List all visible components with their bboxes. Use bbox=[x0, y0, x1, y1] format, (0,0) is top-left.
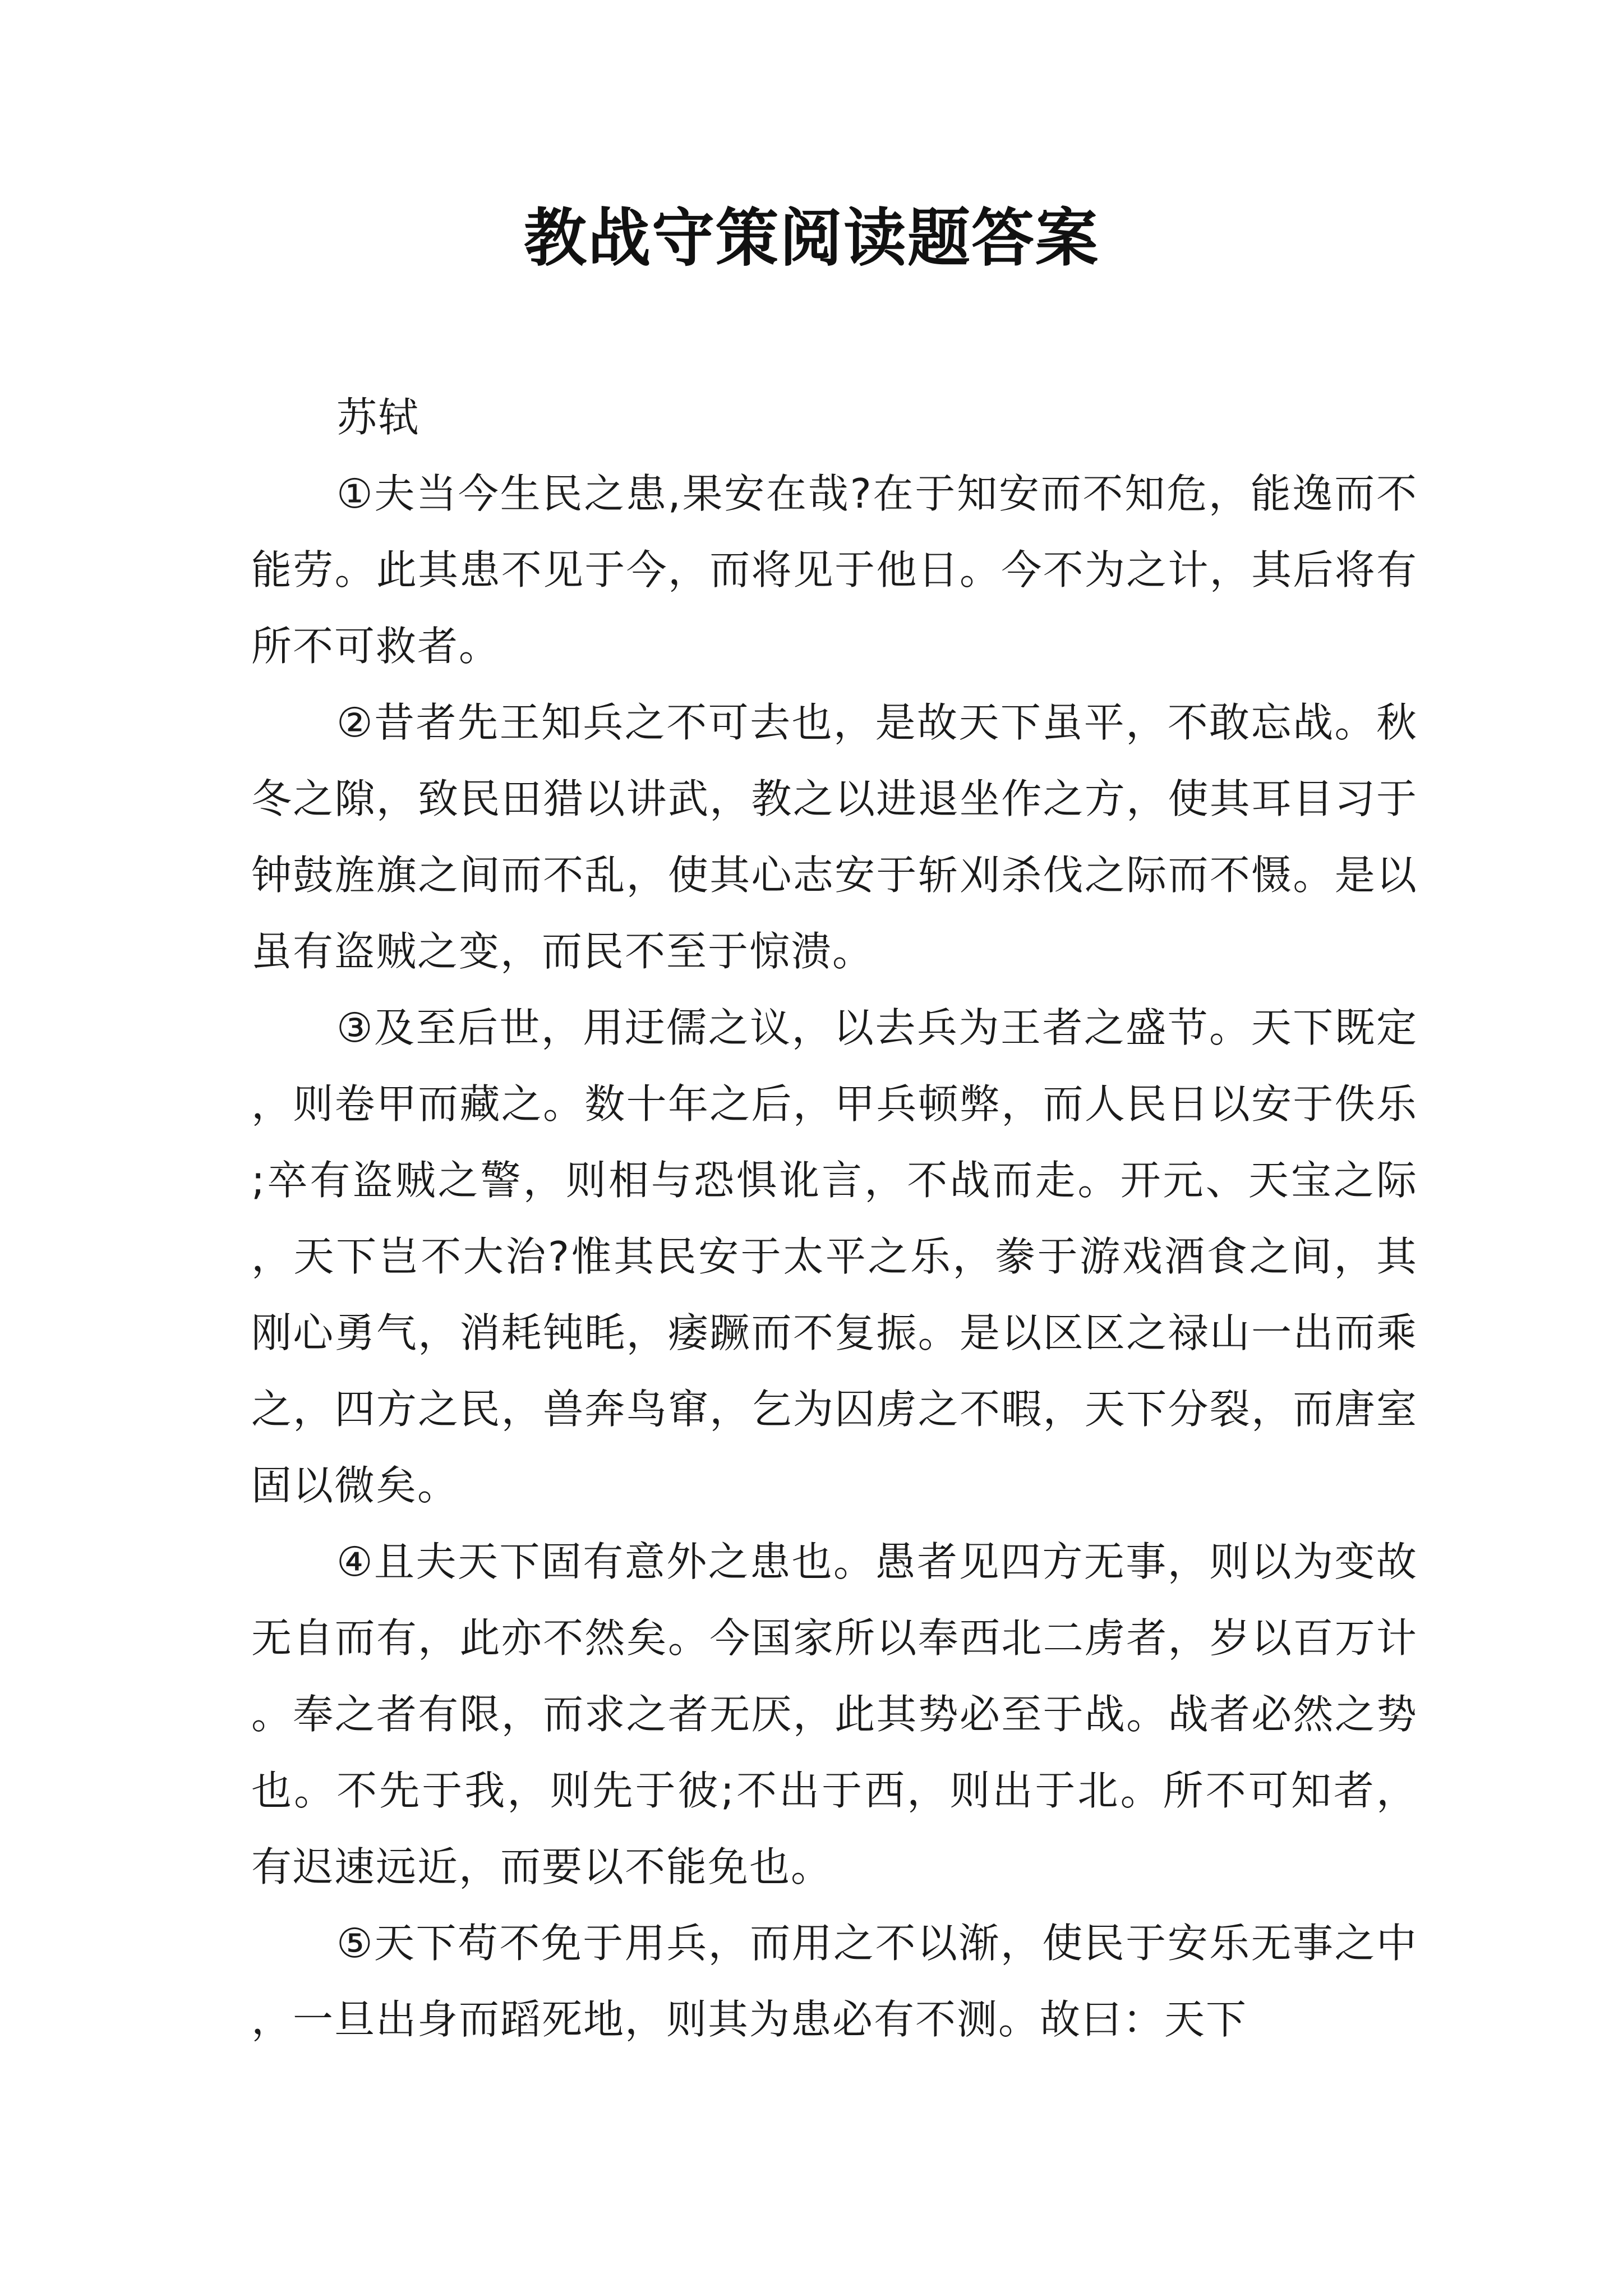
paragraph-4: ④且夫天下固有意外之患也。愚者见四方无事，则以为变故无自而有，此亦不然矣。今国家所以奉西北二虏者，岁以百万计。奉之者有限，而求之者无厌，此其势必至于战。战者必然之势也。不先于我，则先于彼;不出于西，则出于北。所不可知者，有迟速远近，而要以不能免也。 bbox=[251, 1538, 1418, 1890]
paragraph-2: ②昔者先王知兵之不可去也，是故天下虽平，不敢忘战。秋冬之隙，致民田猎以讲武，教之以进退坐作之方，使其耳目习于钟鼓旌旗之间而不乱，使其心志安于斩刈杀伐之际而不慑。是以虽有盗贼之变，而民不至于惊溃。 bbox=[251, 699, 1418, 975]
paragraph-3: ③及至后世，用迂儒之议，以去兵为王者之盛节。天下既定，则卷甲而藏之。数十年之后，甲兵顿弊，而人民日以安于佚乐;卒有盗贼之警，则相与恐惧讹言，不战而走。开元、天宝之际，天下岂不大治?惟其民安于太平之乐，豢于游戏酒食之间，其刚心勇气，消耗钝眊，痿蹶而不复振。是以区区之禄山一出而乘之，四方之民，兽奔鸟窜，乞为囚虏之不暇，天下分裂，而唐室固以微矣。 bbox=[251, 1004, 1418, 1509]
paragraph-1: ①夫当今生民之患,果安在哉?在于知安而不知危，能逸而不能劳。此其患不见于今，而将见于他日。今不为之计，其后将有所不可救者。 bbox=[251, 470, 1418, 670]
author-name: 苏轼 bbox=[336, 394, 420, 441]
document-body bbox=[251, 379, 1418, 2058]
document-title: 教战守策阅读题答案 bbox=[524, 201, 1099, 275]
paragraph-5: ⑤天下苟不免于用兵，而用之不以渐，使民于安乐无事之中，一旦出身而蹈死地，则其为患必有不测。故曰：天下 bbox=[251, 1920, 1418, 2043]
